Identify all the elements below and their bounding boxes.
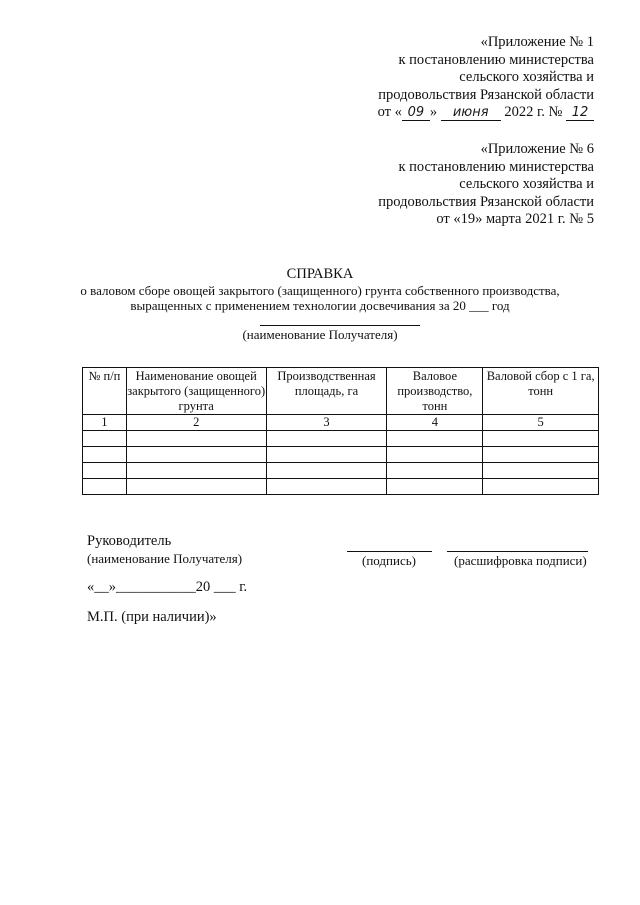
numbering-cell: 4 — [387, 415, 483, 431]
appendix-6-line3: продовольствия Рязанской области — [378, 193, 594, 210]
decode-caption: (расшифровка подписи) — [454, 553, 587, 568]
appendix-6-line2: сельского хозяйства и — [459, 176, 594, 192]
appendix-6-block — [378, 141, 594, 229]
header-gross-production: Валовое производство, тонн — [387, 368, 483, 415]
recipient-name-label: (наименование Получателя) — [87, 551, 243, 566]
appendix-1-line1: к постановлению министерства — [398, 51, 594, 68]
table-cell[interactable] — [126, 479, 266, 495]
appendix-1-line2: сельского хозяйства и — [459, 69, 594, 85]
table-cell[interactable] — [387, 447, 483, 463]
numbering-cell: 1 — [83, 415, 127, 431]
appendix-6-title: «Приложение № 6 — [480, 141, 594, 157]
table-row — [83, 463, 599, 479]
numbering-cell: 3 — [266, 415, 387, 431]
subtitle-line-2: выращенных с применением технологии досвечивания за 20 ___ год — [130, 298, 510, 313]
appendix-1-line3: продовольствия Рязанской области — [378, 86, 594, 103]
numbering-cell: 2 — [126, 415, 266, 431]
header-vegetable-name: Наименование овощей закрытого (защищенного) грунта — [127, 369, 266, 413]
table-cell[interactable] — [483, 479, 599, 495]
document-subtitle — [0, 283, 640, 313]
decode-line — [447, 551, 588, 552]
handwritten-day: 09 — [402, 106, 430, 121]
head-label: Руководитель — [87, 533, 172, 549]
table-cell[interactable] — [266, 479, 387, 495]
table-cell[interactable] — [126, 447, 266, 463]
appendix-6-line1: к постановлению министерства — [398, 158, 594, 175]
table-cell[interactable] — [126, 463, 266, 479]
date-line: «__»___________20 ___ г. — [87, 579, 248, 595]
handwritten-number: 12 — [566, 106, 594, 121]
document-heading: СПРАВКА — [286, 266, 354, 282]
table-cell[interactable] — [83, 479, 127, 495]
signature-caption: (подпись) — [362, 553, 416, 568]
header-area: Производственная площадь, га — [266, 368, 387, 415]
stamp-label: М.П. (при наличии)» — [87, 609, 217, 625]
table-cell[interactable] — [83, 447, 127, 463]
appendix-1-title: «Приложение № 1 — [480, 34, 594, 50]
recipient-name-line — [260, 325, 420, 326]
table-row — [83, 479, 599, 495]
table-cell[interactable] — [266, 431, 387, 447]
header-number: № п/п — [83, 368, 127, 415]
signature-line — [347, 551, 432, 552]
appendix-1-date: от « 09 » июня 2022 г. № 12 — [378, 104, 594, 122]
table-cell[interactable] — [483, 447, 599, 463]
table-row — [83, 447, 599, 463]
harvest-table — [82, 367, 599, 495]
header-yield-per-ha: Валовой сбор с 1 га, тонн — [483, 368, 599, 415]
table-cell[interactable] — [83, 463, 127, 479]
table-header-row — [83, 368, 599, 415]
table-cell[interactable] — [387, 463, 483, 479]
appendix-6-date: от «19» марта 2021 г. № 5 — [436, 211, 594, 227]
recipient-caption: (наименование Получателя) — [242, 327, 398, 342]
table-cell[interactable] — [83, 431, 127, 447]
table-cell[interactable] — [387, 479, 483, 495]
appendix-1-block — [378, 34, 594, 122]
table-cell[interactable] — [126, 431, 266, 447]
table-cell[interactable] — [387, 431, 483, 447]
table-row — [83, 431, 599, 447]
table-cell[interactable] — [266, 463, 387, 479]
numbering-cell: 5 — [483, 415, 599, 431]
subtitle-line-1: о валовом сборе овощей закрытого (защищенного) грунта собственного производства, — [80, 283, 560, 298]
table-cell[interactable] — [266, 447, 387, 463]
table-numbering-row — [83, 415, 599, 431]
handwritten-month: июня — [441, 106, 501, 121]
table-cell[interactable] — [483, 431, 599, 447]
table-cell[interactable] — [483, 463, 599, 479]
